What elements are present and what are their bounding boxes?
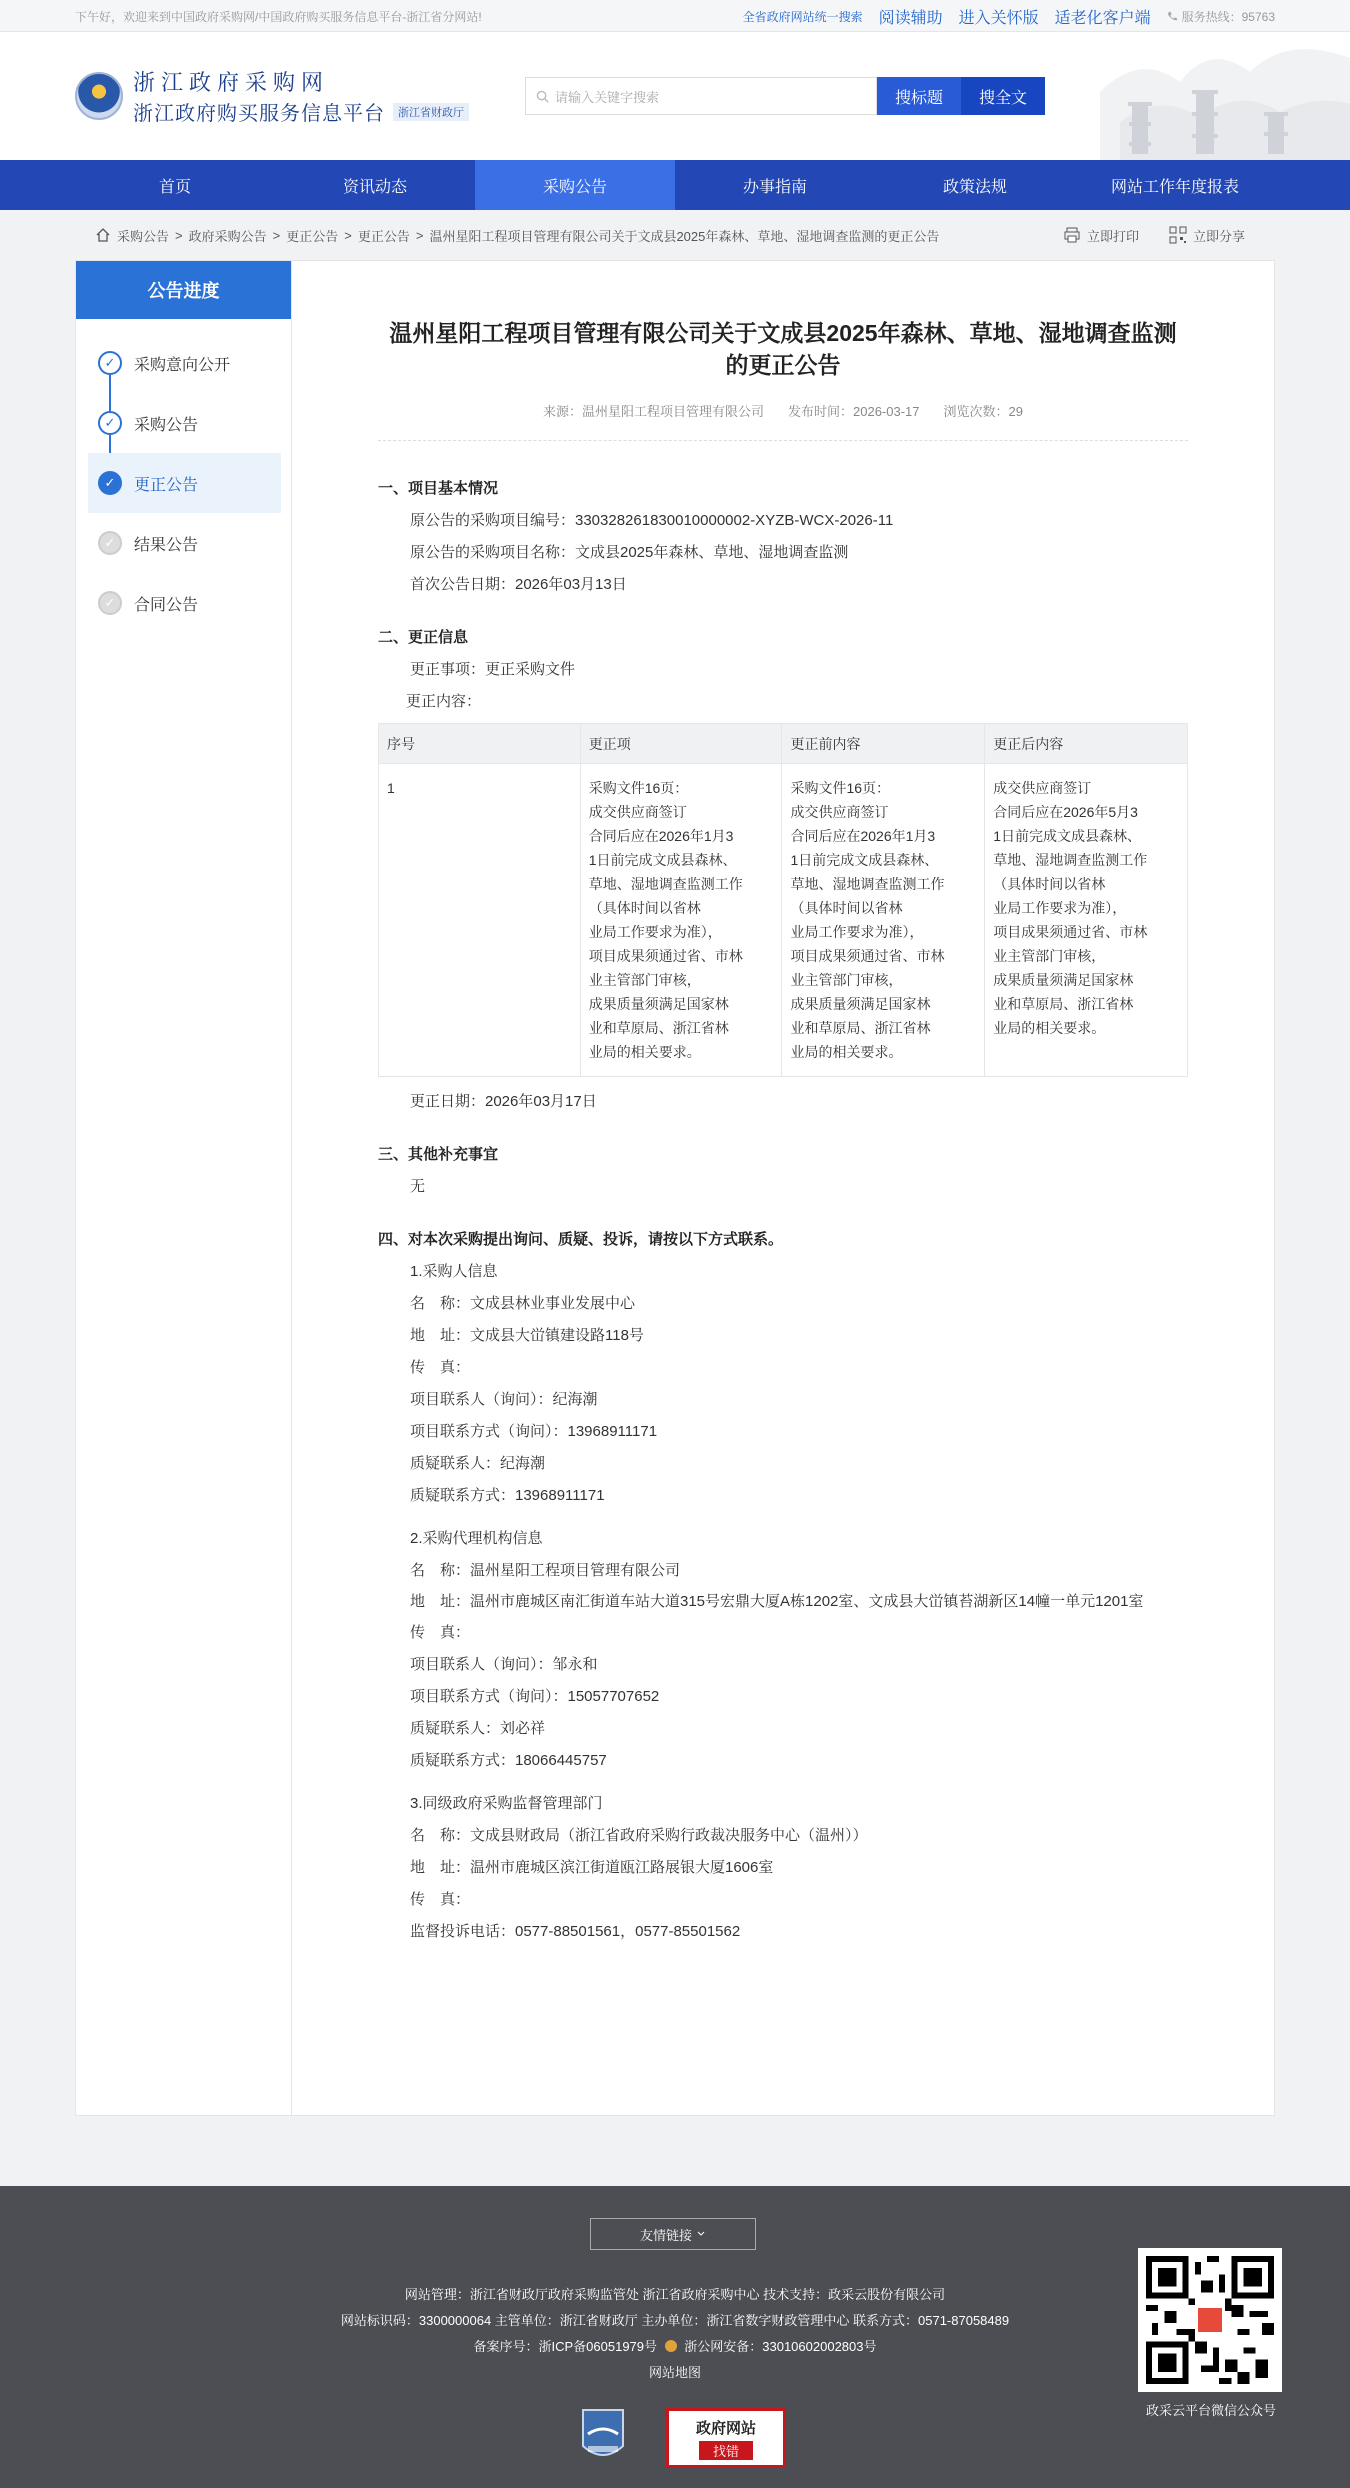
- col-header: 更正项: [580, 724, 782, 764]
- agent-phone: 项目联系方式（询问）：15057707652: [410, 1688, 660, 1705]
- supervisor-fax: 传 真：: [410, 1891, 471, 1908]
- elderly-client-link[interactable]: 适老化客户端: [1054, 9, 1151, 27]
- home-icon[interactable]: [95, 227, 111, 243]
- nav-procurement-notices[interactable]: 采购公告: [475, 160, 675, 210]
- table-cell: 1: [379, 764, 581, 1077]
- print-button[interactable]: [1063, 226, 1139, 245]
- share-button[interactable]: [1169, 226, 1245, 245]
- check-icon: ✓: [98, 591, 122, 615]
- unified-search-link[interactable]: 全省政府网站统一搜索: [742, 9, 863, 24]
- supervisor-address: 地 址：温州市鹿城区滨江街道瓯江路展银大厦1606室: [410, 1859, 774, 1876]
- article: [292, 261, 1274, 2115]
- section-basic-info: 一、项目基本情况: [378, 480, 499, 497]
- police-record-link[interactable]: 浙公网安备：33010602002803号: [684, 2339, 877, 2354]
- search-input[interactable]: [525, 77, 877, 115]
- check-icon: ✓: [98, 471, 122, 495]
- crumb-correction[interactable]: 更正公告: [286, 228, 339, 244]
- search-icon: [536, 90, 549, 103]
- badge-subtitle: 找错: [699, 2441, 753, 2460]
- qr-share-icon: [1169, 226, 1187, 244]
- crumb-procurement-notices[interactable]: 采购公告: [117, 228, 170, 244]
- search-placeholder: 请输入关键字搜索: [555, 89, 660, 105]
- agent-contact: 项目联系人（询问）：邹永和: [410, 1656, 598, 1673]
- agent-question-contact: 质疑联系人：刘必祥: [410, 1720, 546, 1737]
- supplement-body: 无: [410, 1178, 426, 1195]
- step-correction[interactable]: [88, 453, 281, 513]
- police-badge-icon: [665, 2340, 677, 2352]
- badge-title: 政府网站: [695, 2419, 756, 2437]
- supervisor-name: 名 称：文成县财政局（浙江省政府采购行政裁决服务中心（温州））: [410, 1827, 868, 1844]
- phone-icon: [1167, 11, 1178, 22]
- table-cell: 采购文件16页： 成交供应商签订 合同后应在2026年1月3 1日前完成文成县森林、 草地、湿地调查监测工作 （具体时间以省林 业局工作要求为准）， 项目成果须通过省、市林 业主管部门审核， 成果质量须满足国家林 业和草原局、浙江省林 业局的相关要求。: [580, 764, 782, 1077]
- agent-question-phone: 质疑联系方式：18066445757: [410, 1752, 607, 1769]
- step-label: 更正公告: [134, 476, 199, 494]
- step-procurement[interactable]: [88, 393, 281, 453]
- hotline: [1167, 8, 1275, 25]
- publish-time: 发布时间：2026-03-17: [788, 404, 920, 419]
- correction-content-label: 更正内容：: [406, 693, 482, 710]
- correction-date: 更正日期：2026年03月17日: [410, 1093, 597, 1110]
- logo-badge: 浙江省财政厅: [393, 103, 469, 121]
- site-footer: [0, 2186, 1350, 2488]
- site-map-link[interactable]: 网站地图: [648, 2365, 701, 2380]
- correction-item: 更正事项：更正采购文件: [410, 661, 576, 678]
- col-header: 序号: [379, 724, 581, 764]
- qr-label: 政采云平台微信公众号: [1145, 2403, 1276, 2418]
- emblem-icon: [75, 72, 123, 120]
- search-title-button[interactable]: 搜标题: [877, 77, 961, 115]
- nav-guide[interactable]: 办事指南: [742, 178, 807, 196]
- hotline-text: 服务热线：95763: [1181, 9, 1275, 24]
- main-content: [75, 260, 1275, 2116]
- col-header: 更正前内容: [782, 724, 985, 764]
- logo-title: 浙江政府采购网: [133, 71, 330, 96]
- buyer-contact: 项目联系人（询问）：纪海潮: [410, 1391, 598, 1408]
- care-mode-link[interactable]: 进入关怀版: [958, 9, 1039, 27]
- check-icon: ✓: [98, 411, 122, 435]
- check-icon: ✓: [98, 351, 122, 375]
- project-code: 原公告的采购项目编号：330328261830010000002-XYZB-WCX-2026-11: [410, 512, 894, 529]
- step-contract[interactable]: [88, 573, 281, 633]
- step-label: 合同公告: [134, 596, 199, 614]
- nav-home[interactable]: 首页: [158, 178, 191, 196]
- step-label: 采购意向公开: [134, 356, 231, 374]
- site-logo[interactable]: [75, 66, 525, 126]
- table-cell: 成交供应商签订 合同后应在2026年5月3 1日前完成文成县森林、 草地、湿地调查监测工作 （具体时间以省林 业局工作要求为准）， 项目成果须通过省、市林 业主管部门审核， 成果质量须满足国家林 业和草原局、浙江省林 业局的相关要求。: [985, 764, 1188, 1077]
- search-fulltext-button[interactable]: 搜全文: [961, 77, 1045, 115]
- share-label: 立即分享: [1192, 228, 1245, 244]
- progress-sidebar: [76, 261, 292, 2115]
- step-label: 采购公告: [134, 416, 199, 434]
- main-nav: [0, 160, 1350, 210]
- section-contact: 四、对本次采购提出询问、质疑、投诉，请按以下方式联系。: [378, 1231, 784, 1248]
- check-icon: ✓: [98, 531, 122, 555]
- buyer-fax: 传 真：: [410, 1359, 471, 1376]
- buyer-address: 地 址：文成县大峃镇建设路118号: [410, 1327, 644, 1344]
- divider: [378, 440, 1188, 441]
- supervisor-phone: 监督投诉电话：0577-88501561，0577-85501562: [410, 1923, 741, 1940]
- logo-subtitle: 浙江政府购买服务信息平台: [133, 101, 385, 125]
- nav-policy[interactable]: 政策法规: [942, 178, 1007, 196]
- section-supplement: 三、其他补充事宜: [378, 1146, 499, 1163]
- icp-link[interactable]: 备案序号：浙ICP备06051979号: [473, 2339, 658, 2354]
- crumb-current-page: 温州星阳工程项目管理有限公司关于文成县2025年森林、草地、湿地调查监测的更正公告: [429, 228, 940, 244]
- project-name: 原公告的采购项目名称：文成县2025年森林、草地、湿地调查监测: [410, 544, 849, 561]
- greeting-text: 下午好，欢迎来到中国政府采购网/中国政府购买服务信息平台-浙江省分网站!: [75, 9, 482, 24]
- source-text: 来源：温州星阳工程项目管理有限公司: [543, 404, 765, 419]
- footer-management: 网站管理：浙江省财政厅政府采购监管处 浙江省政府采购中心 技术支持：政采云股份有限公司: [404, 2287, 946, 2302]
- step-result[interactable]: [88, 513, 281, 573]
- nav-news[interactable]: 资讯动态: [342, 178, 407, 196]
- buyer-title: 1.采购人信息: [410, 1263, 498, 1280]
- print-label: 立即打印: [1086, 228, 1139, 244]
- top-bar: [0, 0, 1350, 32]
- crumb-correction-sub[interactable]: 更正公告: [357, 228, 410, 244]
- agent-address: 地 址：温州市鹿城区南汇街道车站大道315号宏鼎大厦A栋1202室、文成县大峃镇苔湖新区14幢一单元1201室: [410, 1593, 1144, 1610]
- nav-annual-report[interactable]: 网站工作年度报表: [1110, 178, 1239, 196]
- view-count: 浏览次数：29: [943, 404, 1023, 419]
- printer-icon: [1063, 226, 1081, 244]
- gov-site-error-report-badge[interactable]: [666, 2408, 786, 2468]
- crumb-gov-procurement[interactable]: 政府采购公告: [188, 228, 267, 244]
- first-notice-date: 首次公告日期：2026年03月13日: [410, 576, 627, 593]
- wechat-qr-code: [1138, 2248, 1282, 2392]
- buyer-phone: 项目联系方式（询问）：13968911171: [410, 1423, 658, 1440]
- friend-links-label: 友情链接: [639, 2227, 692, 2243]
- supervisor-title: 3.同级政府采购监督管理部门: [410, 1795, 603, 1812]
- search-bar: [525, 77, 1045, 115]
- col-header: 更正后内容: [985, 724, 1188, 764]
- table-row: [379, 764, 1188, 1077]
- site-header: [0, 32, 1350, 160]
- correction-table: [378, 723, 1188, 1077]
- reading-aid-link[interactable]: 阅读辅助: [878, 9, 943, 27]
- article-meta: [378, 401, 1188, 420]
- chevron-down-icon: [696, 2229, 706, 2239]
- party-unit-badge-icon[interactable]: [578, 2406, 628, 2466]
- friend-links-dropdown[interactable]: [590, 2218, 756, 2250]
- footer-site-id: 网站标识码：3300000064 主管单位：浙江省财政厅 主办单位：浙江省数字财政管理中心 联系方式：0571-87058489: [340, 2313, 1010, 2328]
- page-title: 温州星阳工程项目管理有限公司关于文成县2025年森林、草地、湿地调查监测的更正公告: [389, 320, 1177, 378]
- table-cell: 采购文件16页： 成交供应商签订 合同后应在2026年1月3 1日前完成文成县森林、 草地、湿地调查监测工作 （具体时间以省林 业局工作要求为准）， 项目成果须通过省、市林 业主管部门审核， 成果质量须满足国家林 业和草原局、浙江省林 业局的相关要求。: [782, 764, 985, 1077]
- step-label: 结果公告: [134, 536, 199, 554]
- step-intent[interactable]: [88, 333, 281, 393]
- agent-name: 名 称：温州星阳工程项目管理有限公司: [410, 1562, 681, 1579]
- buyer-name: 名 称：文成县林业事业发展中心: [410, 1295, 636, 1312]
- agent-fax: 传 真：: [410, 1624, 471, 1641]
- buyer-question-contact: 质疑联系人：纪海潮: [410, 1455, 546, 1472]
- sidebar-title: 公告进度: [76, 261, 291, 319]
- agent-title: 2.采购代理机构信息: [410, 1530, 543, 1547]
- pagoda-decoration: [1100, 32, 1350, 160]
- buyer-question-phone: 质疑联系方式：13968911171: [410, 1487, 605, 1504]
- section-correction-info: 二、更正信息: [378, 629, 469, 646]
- breadcrumb: 采购公告 > 政府采购公告 > 更正公告 > 更正公告 > 温州星阳工程项目管理有限公司关于文成县2025年森林、草地、湿地调查监测的更正公告 立即打印 立即分享: [75, 210, 1275, 260]
